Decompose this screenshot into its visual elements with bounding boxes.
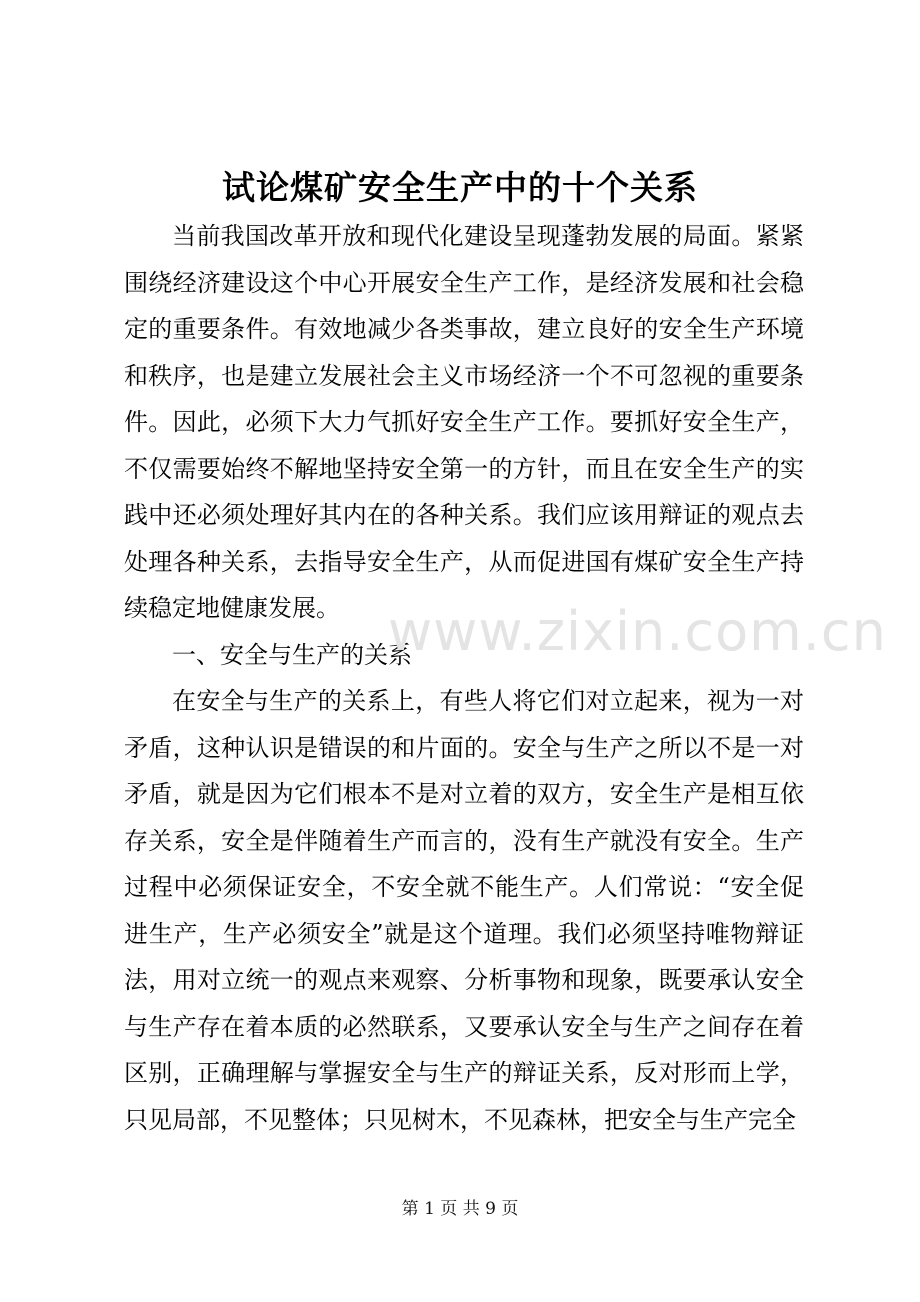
section-heading: 一、安全与生产的关系	[172, 640, 412, 669]
document-body	[124, 213, 804, 1143]
watermark: www.zixin.com.cn	[388, 600, 887, 663]
page-footer: 第 1 页 共 9 页	[401, 1199, 519, 1219]
intro-paragraph: 当前我国改革开放和现代化建设呈现蓬勃发展的局面。紧紧围绕经济建设这个中心开展安全生产工作，是经济发展和社会稳定的重要条件。有效地减少各类事故，建立良好的安全生产环境和秩序，也是建立发展社会主义市场经济一个不可忽视的重要条件。因此，必须下大力气抓好安全生产工作。要抓好安全生产，不仅需要始终不解地坚持安全第一的方针，而且在安全生产的实践中还必须处理好其内在的各种关系。我们应该用辩证的观点去处理各种关系，去指导安全生产，从而促进国有煤矿安全生产持续稳定地健康发展。	[124, 222, 804, 622]
section-paragraph: 在安全与生产的关系上，有些人将它们对立起来，视为一对矛盾，这种认识是错误的和片面的。安全与生产之所以不是一对矛盾，就是因为它们根本不是对立着的双方，安全生产是相互依存关系，安全是伴随着生产而言的，没有生产就没有安全。生产过程中必须保证安全，不安全就不能生产。人们常说：“安全促进生产，生产必须安全”就是这个道理。我们必须坚持唯物辩证法，用对立统一的观点来观察、分析事物和现象，既要承认安全与生产存在着本质的必然联系，又要承认安全与生产之间存在着区别，正确理解与掌握安全与生产的辩证关系，反对形而上学，只见局部，不见整体；只见树木，不见森林，把安全与生产完全	[124, 687, 804, 1134]
document-title: 试论煤矿安全生产中的十个关系	[222, 168, 698, 207]
